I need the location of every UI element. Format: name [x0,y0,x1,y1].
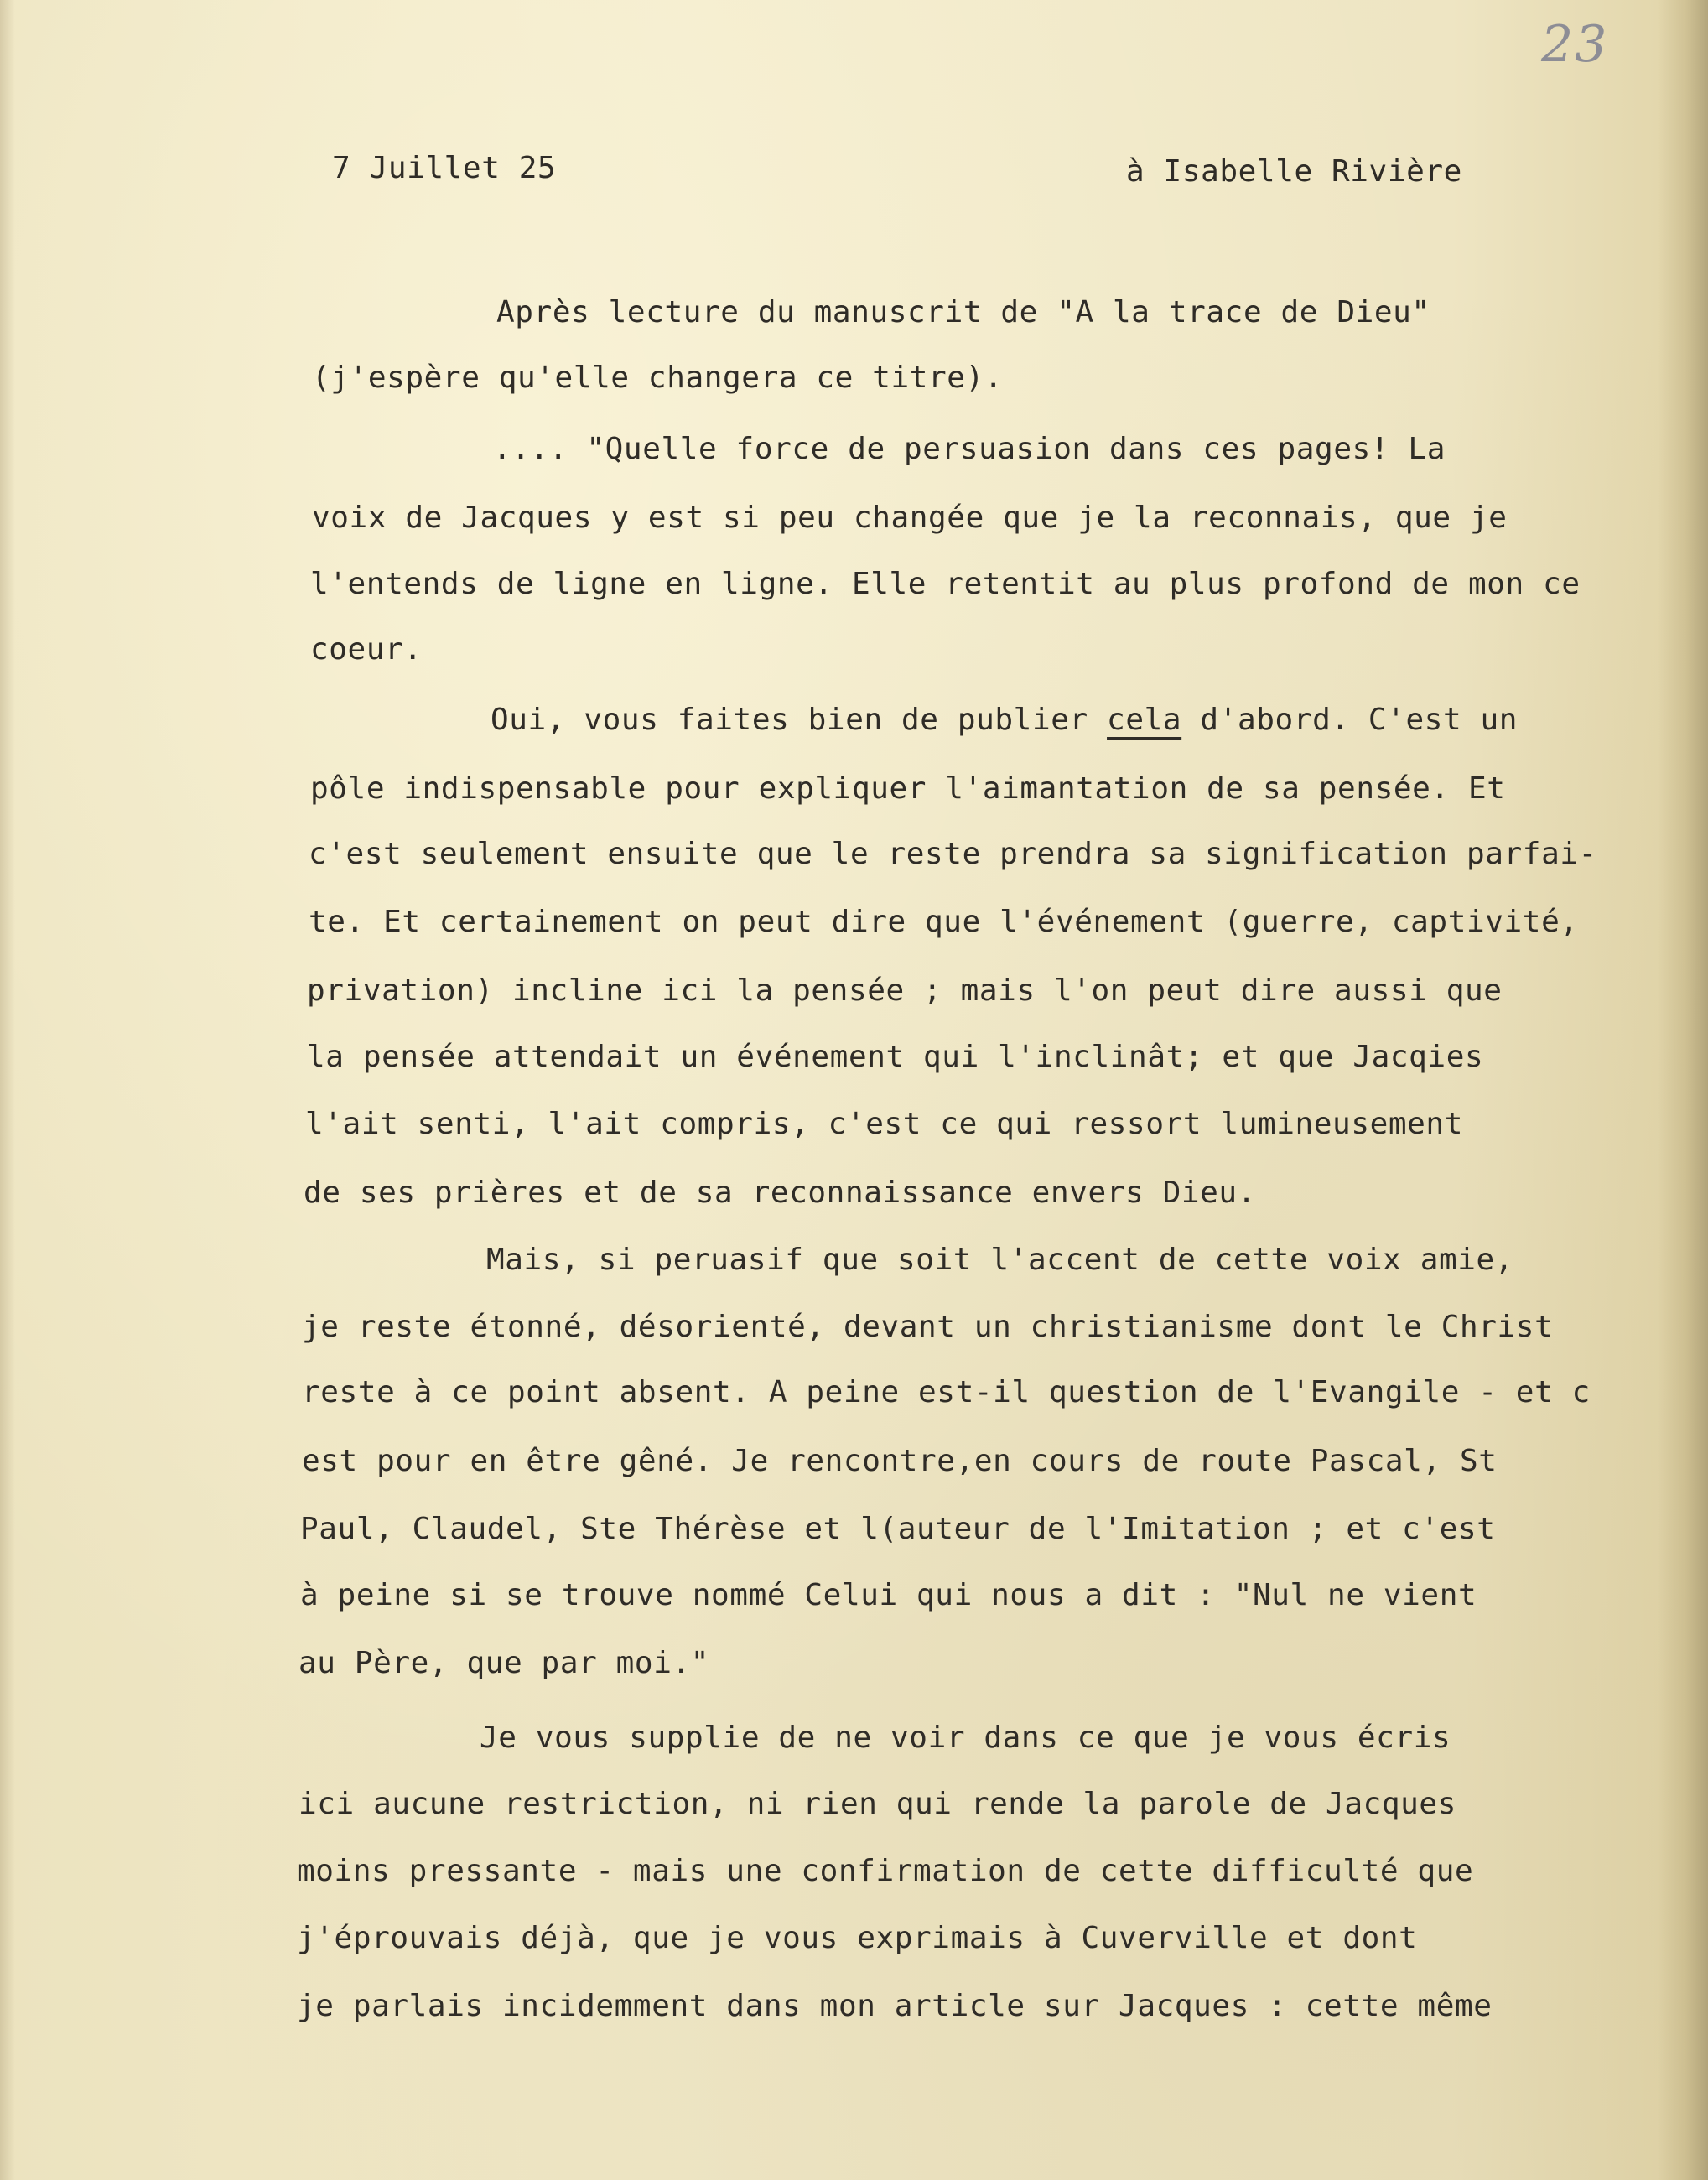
text-line-22: Je vous supplie de ne voir dans ce que je vous écris [480,1721,1451,1755]
text-line-26: je parlais incidemment dans mon article sur Jacques : cette même [297,1989,1493,2023]
text-line-11: privation) incline ici la pensée ; mais l'on peut dire aussi que [307,973,1503,1008]
text-line-14: de ses prières et de sa reconnaissance envers Dieu. [304,1176,1256,1210]
text-line-5: l'entends de ligne en ligne. Elle retentit au plus profond de mon ce [310,567,1581,601]
text-line-4: voix de Jacques y est si peu changée que je la reconnais, que je [312,501,1508,535]
text-line-17: reste à ce point absent. A peine est-il question de l'Evangile - et c [302,1375,1591,1409]
page-number: 23 [1541,15,1609,74]
text-line-1: Après lecture du manuscrit de "A la trace de Dieu" [496,295,1430,330]
text-line-13: l'ait senti, l'ait compris, c'est ce qui ressort lumineusement [305,1107,1463,1141]
text-line-19: Paul, Claudel, Ste Thérèse et l(auteur de l'Imitation ; et c'est [300,1512,1496,1546]
underlined-word: cela [1107,703,1182,737]
text-line-7-end: d'abord. C'est un [1181,703,1519,737]
letter-recipient: à Isabelle Rivière [1126,154,1462,189]
text-line-15: Mais, si peruasif que soit l'accent de cette voix amie, [486,1243,1514,1277]
text-line-25: j'éprouvais déjà, que je vous exprimais à Cuverville et dont [297,1921,1418,1955]
text-line-8: pôle indispensable pour expliquer l'aimantation de sa pensée. Et [310,771,1506,806]
text-line-23: ici aucune restriction, ni rien qui rende la parole de Jacques [299,1787,1456,1821]
text-line-9: c'est seulement ensuite que le reste prendra sa signification parfai- [309,837,1597,871]
letter-date: 7 Juillet 25 [332,151,557,185]
text-line-18: est pour en être gêné. Je rencontre,en cours de route Pascal, St [302,1444,1498,1478]
text-line-2: (j'espère qu'elle changera ce titre). [312,361,1004,395]
text-line-7-start: Oui, vous faites bien de publier [491,703,1108,737]
text-line-16: je reste étonné, désorienté, devant un christianisme dont le Christ [302,1310,1554,1344]
page-right-shadow [1658,0,1708,2180]
text-line-7 [491,703,1518,737]
text-line-10: te. Et certainement on peut dire que l'événement (guerre, captivité, [309,905,1579,939]
text-line-24: moins pressante - mais une confirmation de cette difficulté que [297,1854,1474,1888]
text-line-12: la pensée attendait un événement qui l'inclinât; et que Jacqies [307,1040,1484,1074]
page-left-shadow [0,0,15,2180]
text-line-3: .... "Quelle force de persuasion dans ces pages! La [493,432,1446,466]
text-line-21: au Père, que par moi." [299,1646,710,1680]
text-line-6: coeur. [310,632,423,667]
text-line-20: à peine si se trouve nommé Celui qui nous a dit : "Nul ne vient [300,1578,1477,1612]
